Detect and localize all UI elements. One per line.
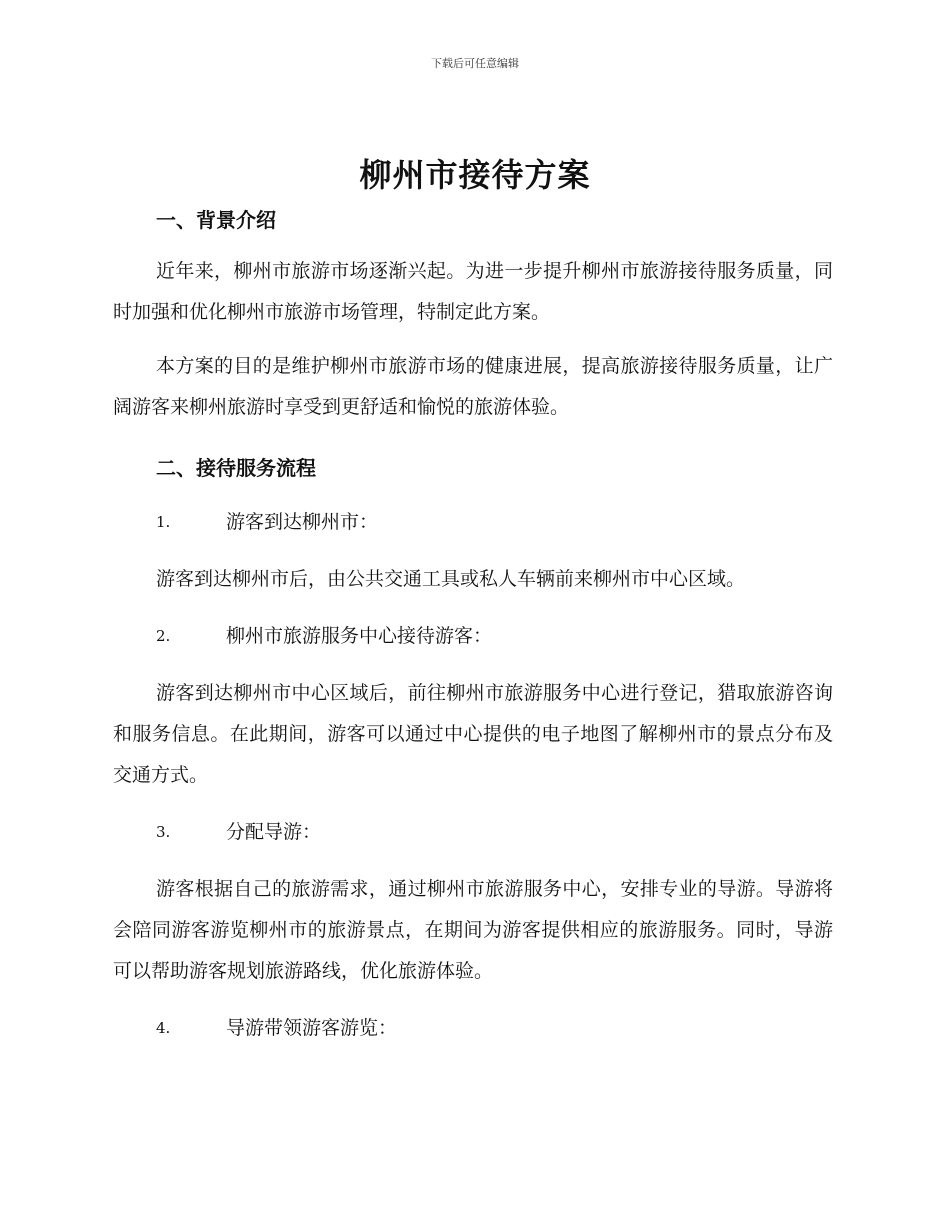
paragraph: 游客根据自己的旅游需求，通过柳州市旅游服务中心，安排专业的导游。导游将会陪同游客游览柳州市的旅游景点，在期间为游客提供相应的旅游服务。同时，导游可以帮助游客规划旅游路线，优化旅游体验。 — [113, 878, 833, 982]
list-number: 3. — [156, 823, 171, 841]
list-item-title: 分配导游： — [226, 821, 322, 843]
list-number: 2. — [156, 627, 171, 645]
section-heading-process: 二、接待服务流程 — [156, 456, 316, 480]
list-number: 1. — [156, 513, 171, 531]
list-item-heading — [113, 1008, 833, 1049]
list-item-heading — [113, 502, 833, 543]
paragraph: 近年来，柳州市旅游市场逐渐兴起。为进一步提升柳州市旅游接待服务质量，同时加强和优化柳州市旅游市场管理，特制定此方案。 — [113, 260, 833, 323]
header-note: 下载后可任意编辑 — [431, 57, 519, 70]
list-item-heading — [113, 616, 833, 657]
section-heading-background: 一、背景介绍 — [156, 208, 276, 232]
list-item-title: 导游带领游客游览： — [226, 1017, 398, 1039]
list-item-title: 柳州市旅游服务中心接待游客： — [226, 625, 493, 647]
paragraph: 本方案的目的是维护柳州市旅游市场的健康进展，提高旅游接待服务质量，让广阔游客来柳州旅游时享受到更舒适和愉悦的旅游体验。 — [113, 355, 833, 418]
paragraph: 游客到达柳州市中心区域后，前往柳州市旅游服务中心进行登记，猎取旅游咨询和服务信息。在此期间，游客可以通过中心提供的电子地图了解柳州市的景点分布及交通方式。 — [113, 682, 833, 786]
paragraph: 游客到达柳州市后，由公共交通工具或私人车辆前来柳州市中心区域。 — [156, 568, 746, 590]
list-item-title: 游客到达柳州市： — [226, 511, 379, 533]
list-item-heading — [113, 812, 833, 853]
document-body — [113, 202, 833, 1049]
document-title: 柳州市接待方案 — [359, 156, 591, 194]
list-number: 4. — [156, 1019, 171, 1037]
